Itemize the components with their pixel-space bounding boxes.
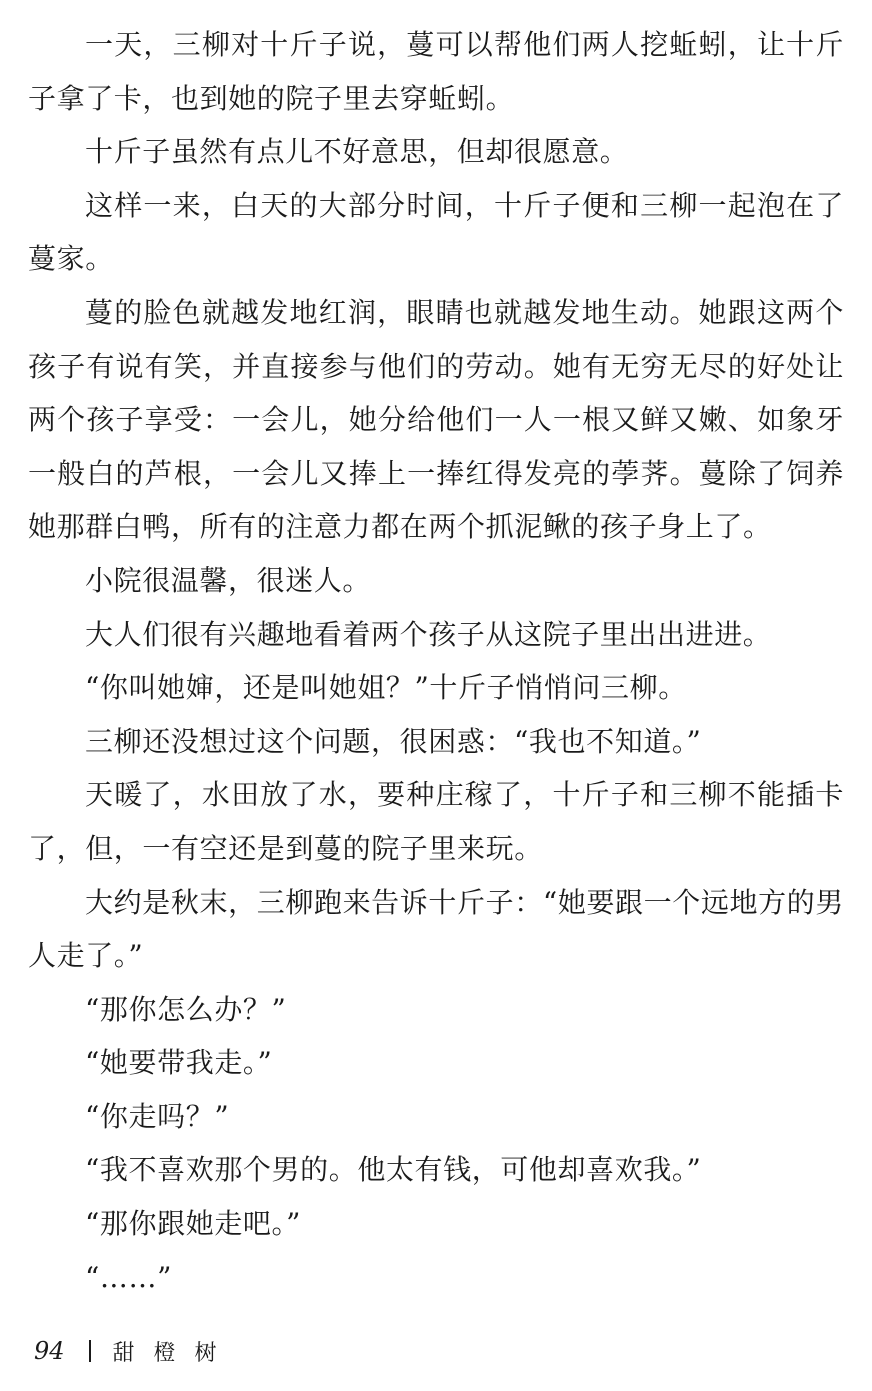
- paragraph: “那你怎么办？”: [85, 992, 287, 1026]
- paragraph: “你走吗？”: [85, 1099, 230, 1133]
- paragraph: 大约是秋末，三柳跑来告诉十斤子：“她要跟一个远地方的男人走了。”: [28, 885, 844, 973]
- paragraph: 这样一来，白天的大部分时间，十斤子便和三柳一起泡在了蔓家。: [28, 188, 844, 276]
- paragraph: “我不喜欢那个男的。他太有钱，可他却喜欢我。”: [85, 1153, 702, 1187]
- page-footer: [34, 1331, 223, 1371]
- paragraph: 天暖了，水田放了水，要种庄稼了，十斤子和三柳不能插卡了，但，一有空还是到蔓的院子里来玩。: [28, 778, 844, 865]
- book-title: 甜 橙 树: [112, 1340, 223, 1366]
- paragraph: 小院很温馨，很迷人。: [85, 563, 372, 597]
- paragraph: “你叫她婶，还是叫她姐？”十斤子悄悄问三柳。: [85, 671, 687, 705]
- paragraph: 三柳还没想过这个问题，很困惑：“我也不知道。”: [85, 724, 702, 758]
- paragraph: 十斤子虽然有点儿不好意思，但却很愿意。: [85, 135, 629, 169]
- paragraph: “……”: [85, 1260, 173, 1294]
- paragraph: 大人们很有兴趣地看着两个孩子从这院子里出出进进。: [85, 617, 772, 651]
- page-number: 94: [34, 1337, 65, 1365]
- paragraph: “那你跟她走吧。”: [85, 1207, 302, 1241]
- footer-divider: [89, 1340, 91, 1362]
- paragraph: “她要带我走。”: [85, 1046, 273, 1080]
- paragraph: 蔓的脸色就越发地红润，眼睛也就越发地生动。她跟这两个孩子有说有笑，并直接参与他们的劳动。她有无穷无尽的好处让两个孩子享受：一会儿，她分给他们一人一根又鲜又嫩、如象牙一般白的芦根，一会儿又捧上一捧红得发亮的荸荠。蔓除了饲养她那群白鸭，所有的注意力都在两个抓泥鳅的孩子身上了。: [28, 295, 844, 544]
- paragraph: 一天，三柳对十斤子说，蔓可以帮他们两人挖蚯蚓，让十斤子拿了卡，也到她的院子里去穿蚯蚓。: [28, 28, 844, 115]
- body-text: [28, 18, 844, 1304]
